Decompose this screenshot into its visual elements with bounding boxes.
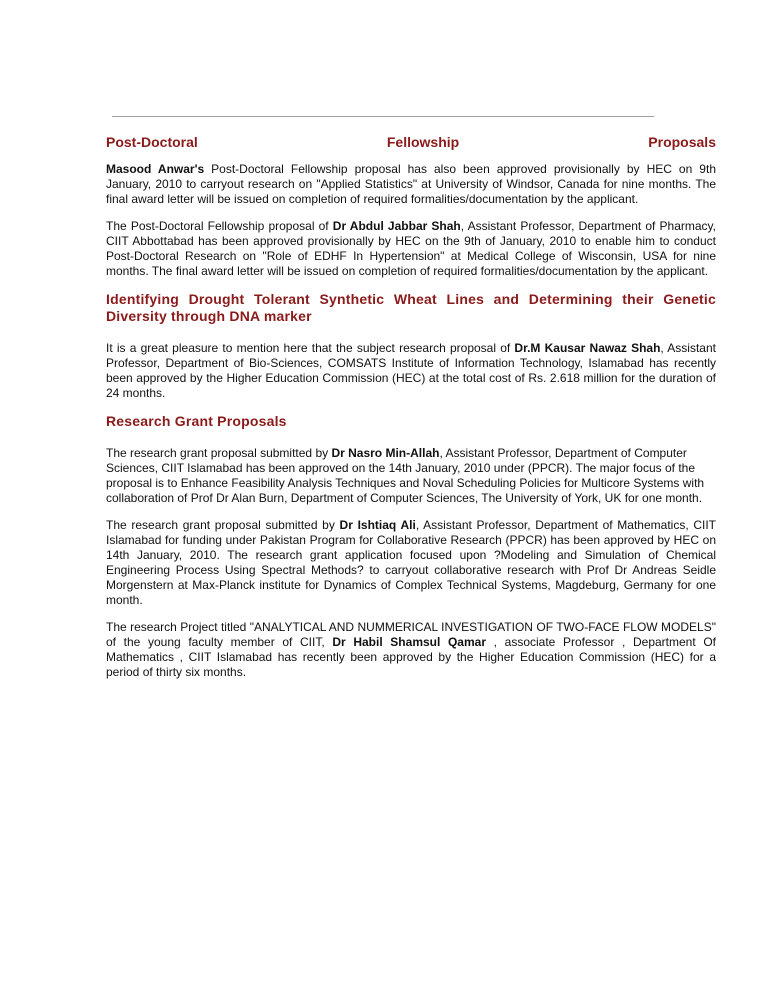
name-kausar-nawaz-shah: Dr.M Kausar Nawaz Shah <box>514 341 661 355</box>
paragraph-text-pre: The Post-Doctoral Fellowship proposal of <box>106 219 333 233</box>
name-nasro-min-allah: Dr Nasro Min-Allah <box>331 446 440 460</box>
paragraph-text-pre: The research grant proposal submitted by <box>106 518 340 532</box>
paragraph-habil-shamsul-qamar <box>106 620 716 680</box>
heading-word-2: Fellowship <box>386 134 460 150</box>
name-habil-shamsul-qamar: Dr Habil Shamsul Qamar <box>332 635 486 649</box>
name-masood-anwar: Masood Anwar's <box>106 162 205 176</box>
paragraph-text-post: , Assistant Professor, Department of Mathematics, CIIT Islamabad for funding under Pakistan Program for Collaborative Research (PPCR) has been approved by HEC on 14th January, 2010. The research grant application focused upon ?Modeling and Simulation of Chemical Engineering Process Using Spectral Methods? to carryout collaborative research with Prof Dr Andreas Seidle Morgenstern at Max-Planck institute for Dynamics of Complex Technical Systems, Magdeburg, Germany for one month. <box>106 518 717 607</box>
paragraph-text-pre: The research grant proposal submitted by <box>106 446 332 460</box>
section-heading-research-grant: Research Grant Proposals <box>106 413 287 429</box>
paragraph-text-post: , associate Professor , Department Of Mathematics , CIIT Islamabad has recently been approved by the Higher Education Commission (HEC) for a period of thirty six months. <box>106 635 716 679</box>
paragraph-text-post: , Assistant Professor, Department of Pharmacy, CIIT Abbottabad has been approved provisionally by HEC on the 9th of January, 2010 to enable him to conduct Post-Doctoral Research on "Role of EDHF In Hypertension" at Medical College of Wisconsin, USA for nine months. The final award letter will be issued on completion of required formalities/documentation by the applicant. <box>106 219 716 278</box>
paragraph-text-post: , Assistant Professor, Department of Bio-Sciences, COMSATS Institute of Information Technology, Islamabad has recently been approved by the Higher Education Commission (HEC) at the total cost of Rs. 2.618 million for the duration of 24 months. <box>106 341 716 400</box>
paragraph-masood-anwar <box>106 162 716 207</box>
document-body <box>106 134 716 692</box>
paragraph-text-pre: It is a great pleasure to mention here that the subject research proposal of <box>106 341 515 355</box>
name-ishtiaq-ali: Dr Ishtiaq Ali <box>339 518 416 532</box>
section-heading-postdoc <box>106 134 716 150</box>
paragraph-abdul-jabbar-shah <box>106 219 716 279</box>
paragraph-text-pre: The research Project titled "ANALYTICAL AND NUMMERICAL INVESTIGATION OF TWO-FACE FLOW MODELS" of the young faculty member of CIIT, <box>106 620 716 649</box>
paragraph-nasro-min-allah <box>106 446 716 506</box>
paragraph-text-post: , Assistant Professor, Department of Computer Sciences, CIIT Islamabad has been approved on the 14th January, 2010 under (PPCR). The major focus of the proposal is to Enhance Feasibility Analysis Techniques and Noval Scheduling Policies for Multicore Systems with collaboration of Prof Dr Alan Burn, Department of Computer Sciences, The University of York, UK for one month. <box>106 446 705 505</box>
paragraph-kausar-nawaz-shah <box>106 341 716 401</box>
heading-word-3: Proposals <box>648 134 716 150</box>
name-abdul-jabbar-shah: Dr Abdul Jabbar Shah <box>332 219 461 233</box>
section-heading-wheat: Identifying Drought Tolerant Synthetic Wheat Lines and Determining their Genetic Diversity through DNA marker <box>106 291 716 324</box>
heading-word-1: Post-Doctoral <box>106 134 198 150</box>
paragraph-text: Post-Doctoral Fellowship proposal has also been approved provisionally by HEC on 9th January, 2010 to carryout research on "Applied Statistics" at University of Windsor, Canada for nine months. The final award letter will be issued on completion of required formalities/documentation by the applicant. <box>106 162 716 206</box>
paragraph-ishtiaq-ali <box>106 518 716 608</box>
horizontal-rule <box>112 116 654 117</box>
